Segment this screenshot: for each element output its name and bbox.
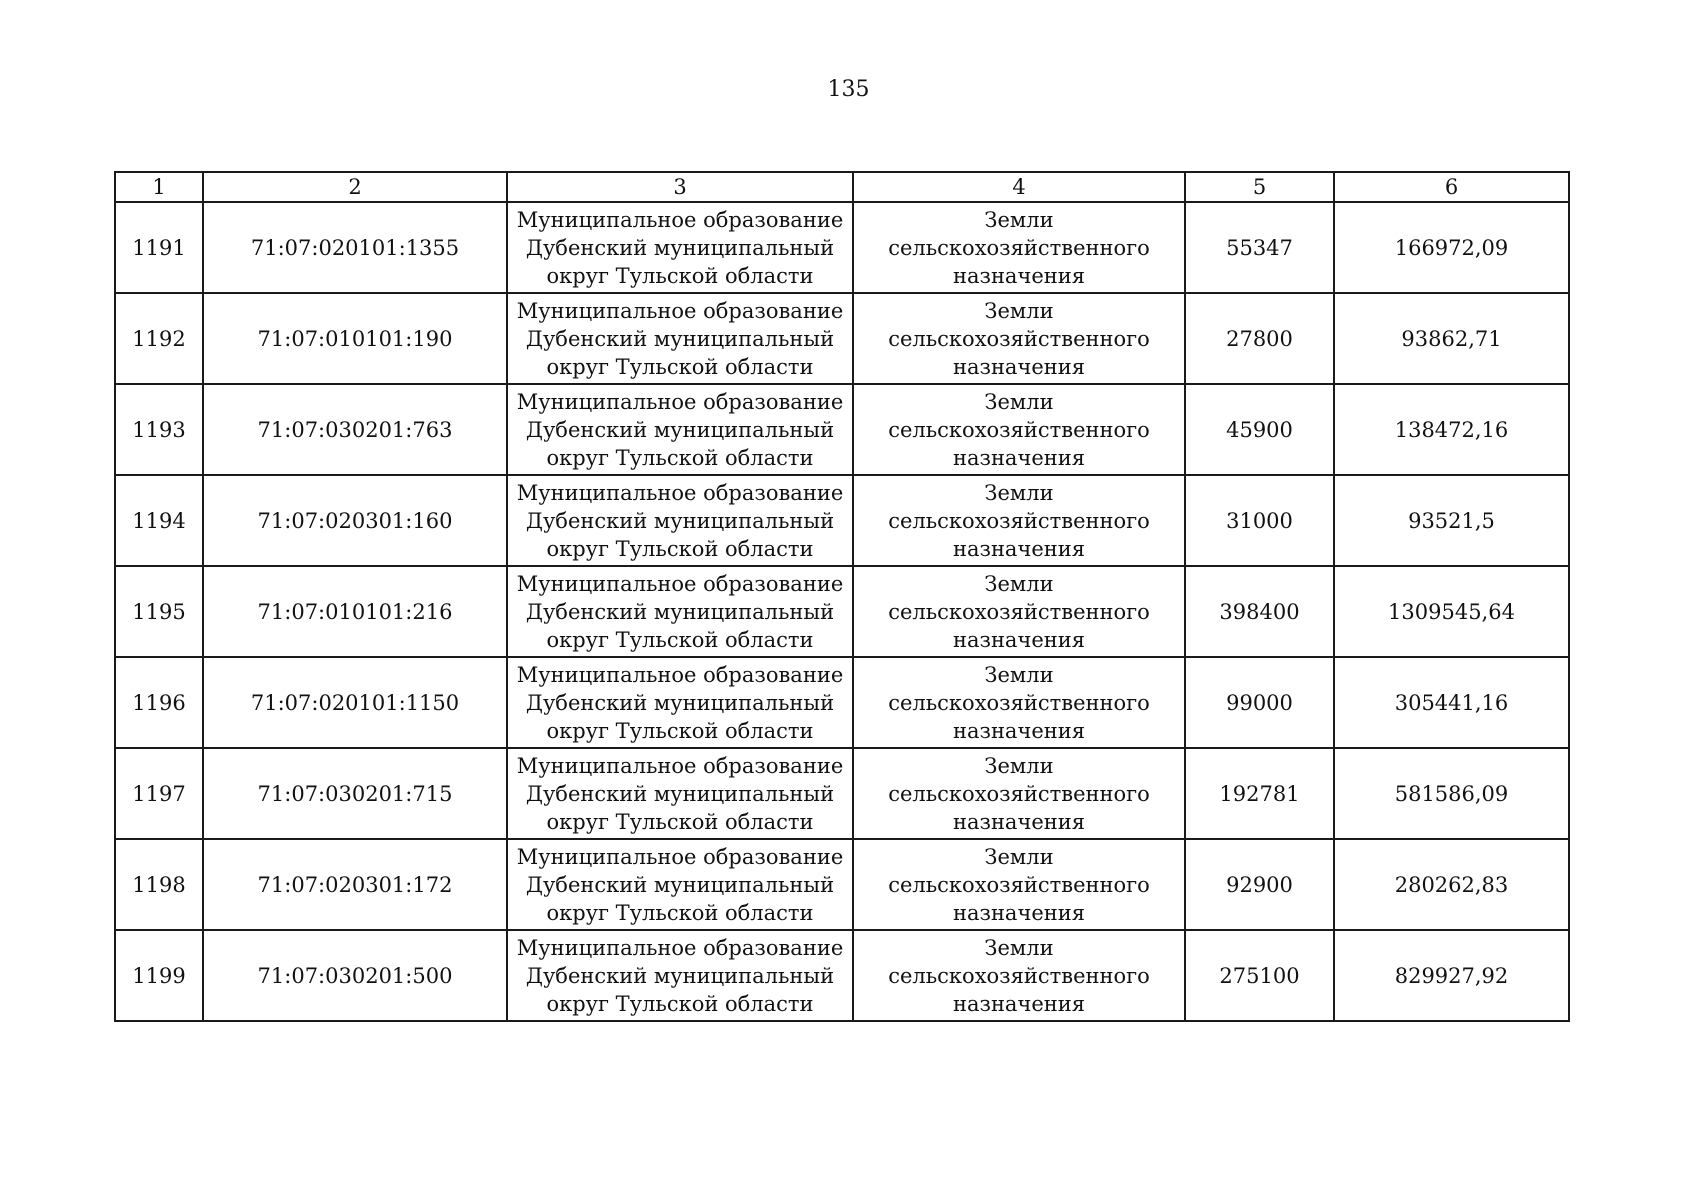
owner-line: Дубенский муниципальный [525, 326, 835, 351]
area-cell: 192781 [1185, 748, 1334, 839]
owner-line: Дубенский муниципальный [525, 599, 835, 624]
row-number-cell: 1199 [115, 930, 203, 1021]
category-line: Земли [984, 207, 1054, 232]
cadastral-value-cell: 93862,71 [1334, 293, 1569, 384]
row-number-cell: 1197 [115, 748, 203, 839]
category-line: Земли [984, 753, 1054, 778]
cadastral-number-cell: 71:07:020101:1150 [203, 657, 507, 748]
row-number-cell: 1193 [115, 384, 203, 475]
category-line: Земли [984, 298, 1054, 323]
land-category-cell [853, 566, 1185, 657]
category-line: Земли [984, 571, 1054, 596]
area-cell: 27800 [1185, 293, 1334, 384]
row-number-cell: 1191 [115, 202, 203, 293]
area-cell: 99000 [1185, 657, 1334, 748]
cadastral-value-cell: 93521,5 [1334, 475, 1569, 566]
owner-line: округ Тульской области [546, 900, 814, 925]
owner-line: Дубенский муниципальный [525, 508, 835, 533]
category-line: Земли [984, 662, 1054, 687]
category-line: назначения [952, 536, 1086, 561]
category-line: сельскохозяйственного [888, 781, 1150, 806]
category-line: назначения [952, 445, 1086, 470]
cadastral-value-cell: 1309545,64 [1334, 566, 1569, 657]
category-line: сельскохозяйственного [888, 963, 1150, 988]
page-number: 135 [827, 77, 870, 102]
column-number-row [115, 172, 1569, 202]
table-row [115, 566, 1569, 657]
land-category-cell [853, 839, 1185, 930]
table-row [115, 930, 1569, 1021]
owner-line: округ Тульской области [546, 809, 814, 834]
table-row [115, 384, 1569, 475]
owner-cell [507, 384, 853, 475]
owner-line: Дубенский муниципальный [525, 781, 835, 806]
cadastral-value-cell: 305441,16 [1334, 657, 1569, 748]
category-line: назначения [952, 991, 1086, 1016]
owner-cell [507, 566, 853, 657]
row-number-cell: 1195 [115, 566, 203, 657]
owner-line: Муниципальное образование [516, 389, 844, 414]
cadastral-number-cell: 71:07:020301:160 [203, 475, 507, 566]
row-number-cell: 1192 [115, 293, 203, 384]
land-category-cell [853, 748, 1185, 839]
land-category-cell [853, 930, 1185, 1021]
owner-cell [507, 930, 853, 1021]
owner-line: Муниципальное образование [516, 480, 844, 505]
column-header: 1 [115, 172, 203, 202]
column-header: 3 [507, 172, 853, 202]
cadastral-number-cell: 71:07:030201:500 [203, 930, 507, 1021]
row-number-cell: 1198 [115, 839, 203, 930]
category-line: Земли [984, 480, 1054, 505]
land-registry-table [114, 171, 1570, 1022]
area-cell: 31000 [1185, 475, 1334, 566]
owner-line: Муниципальное образование [516, 662, 844, 687]
category-line: сельскохозяйственного [888, 235, 1150, 260]
land-category-cell [853, 202, 1185, 293]
owner-line: округ Тульской области [546, 991, 814, 1016]
owner-line: Муниципальное образование [516, 844, 844, 869]
cadastral-number-cell: 71:07:010101:190 [203, 293, 507, 384]
category-line: сельскохозяйственного [888, 599, 1150, 624]
owner-line: Дубенский муниципальный [525, 417, 835, 442]
column-header: 5 [1185, 172, 1334, 202]
table-row [115, 839, 1569, 930]
category-line: сельскохозяйственного [888, 872, 1150, 897]
cadastral-value-cell: 829927,92 [1334, 930, 1569, 1021]
cadastral-number-cell: 71:07:020101:1355 [203, 202, 507, 293]
land-category-cell [853, 293, 1185, 384]
cadastral-value-cell: 138472,16 [1334, 384, 1569, 475]
category-line: назначения [952, 263, 1086, 288]
owner-line: округ Тульской области [546, 627, 814, 652]
land-category-cell [853, 657, 1185, 748]
owner-line: Муниципальное образование [516, 298, 844, 323]
area-cell: 45900 [1185, 384, 1334, 475]
owner-line: Дубенский муниципальный [525, 872, 835, 897]
category-line: назначения [952, 354, 1086, 379]
cadastral-number-cell: 71:07:020301:172 [203, 839, 507, 930]
category-line: сельскохозяйственного [888, 690, 1150, 715]
owner-cell [507, 475, 853, 566]
category-line: сельскохозяйственного [888, 508, 1150, 533]
cadastral-number-cell: 71:07:010101:216 [203, 566, 507, 657]
owner-line: округ Тульской области [546, 354, 814, 379]
cadastral-value-cell: 166972,09 [1334, 202, 1569, 293]
area-cell: 55347 [1185, 202, 1334, 293]
category-line: назначения [952, 718, 1086, 743]
owner-line: Муниципальное образование [516, 753, 844, 778]
owner-line: округ Тульской области [546, 718, 814, 743]
table-row [115, 475, 1569, 566]
owner-line: округ Тульской области [546, 263, 814, 288]
category-line: назначения [952, 627, 1086, 652]
owner-line: Дубенский муниципальный [525, 235, 835, 260]
category-line: сельскохозяйственного [888, 417, 1150, 442]
column-header: 6 [1334, 172, 1569, 202]
category-line: сельскохозяйственного [888, 326, 1150, 351]
owner-line: округ Тульской области [546, 445, 814, 470]
row-number-cell: 1196 [115, 657, 203, 748]
table-row [115, 748, 1569, 839]
cadastral-value-cell: 581586,09 [1334, 748, 1569, 839]
owner-cell [507, 748, 853, 839]
owner-cell [507, 293, 853, 384]
owner-cell [507, 657, 853, 748]
category-line: Земли [984, 844, 1054, 869]
owner-line: Дубенский муниципальный [525, 690, 835, 715]
category-line: назначения [952, 900, 1086, 925]
cadastral-value-cell: 280262,83 [1334, 839, 1569, 930]
column-header: 2 [203, 172, 507, 202]
cadastral-number-cell: 71:07:030201:715 [203, 748, 507, 839]
owner-line: Муниципальное образование [516, 571, 844, 596]
table-body [115, 172, 1569, 1021]
column-header: 4 [853, 172, 1185, 202]
land-category-cell [853, 384, 1185, 475]
cadastral-number-cell: 71:07:030201:763 [203, 384, 507, 475]
table-row [115, 202, 1569, 293]
category-line: Земли [984, 389, 1054, 414]
category-line: назначения [952, 809, 1086, 834]
land-category-cell [853, 475, 1185, 566]
area-cell: 92900 [1185, 839, 1334, 930]
category-line: Земли [984, 935, 1054, 960]
table-row [115, 657, 1569, 748]
owner-line: Муниципальное образование [516, 935, 844, 960]
table-row [115, 293, 1569, 384]
row-number-cell: 1194 [115, 475, 203, 566]
owner-line: Муниципальное образование [516, 207, 844, 232]
owner-cell [507, 839, 853, 930]
area-cell: 275100 [1185, 930, 1334, 1021]
area-cell: 398400 [1185, 566, 1334, 657]
owner-line: Дубенский муниципальный [525, 963, 835, 988]
owner-line: округ Тульской области [546, 536, 814, 561]
owner-cell [507, 202, 853, 293]
